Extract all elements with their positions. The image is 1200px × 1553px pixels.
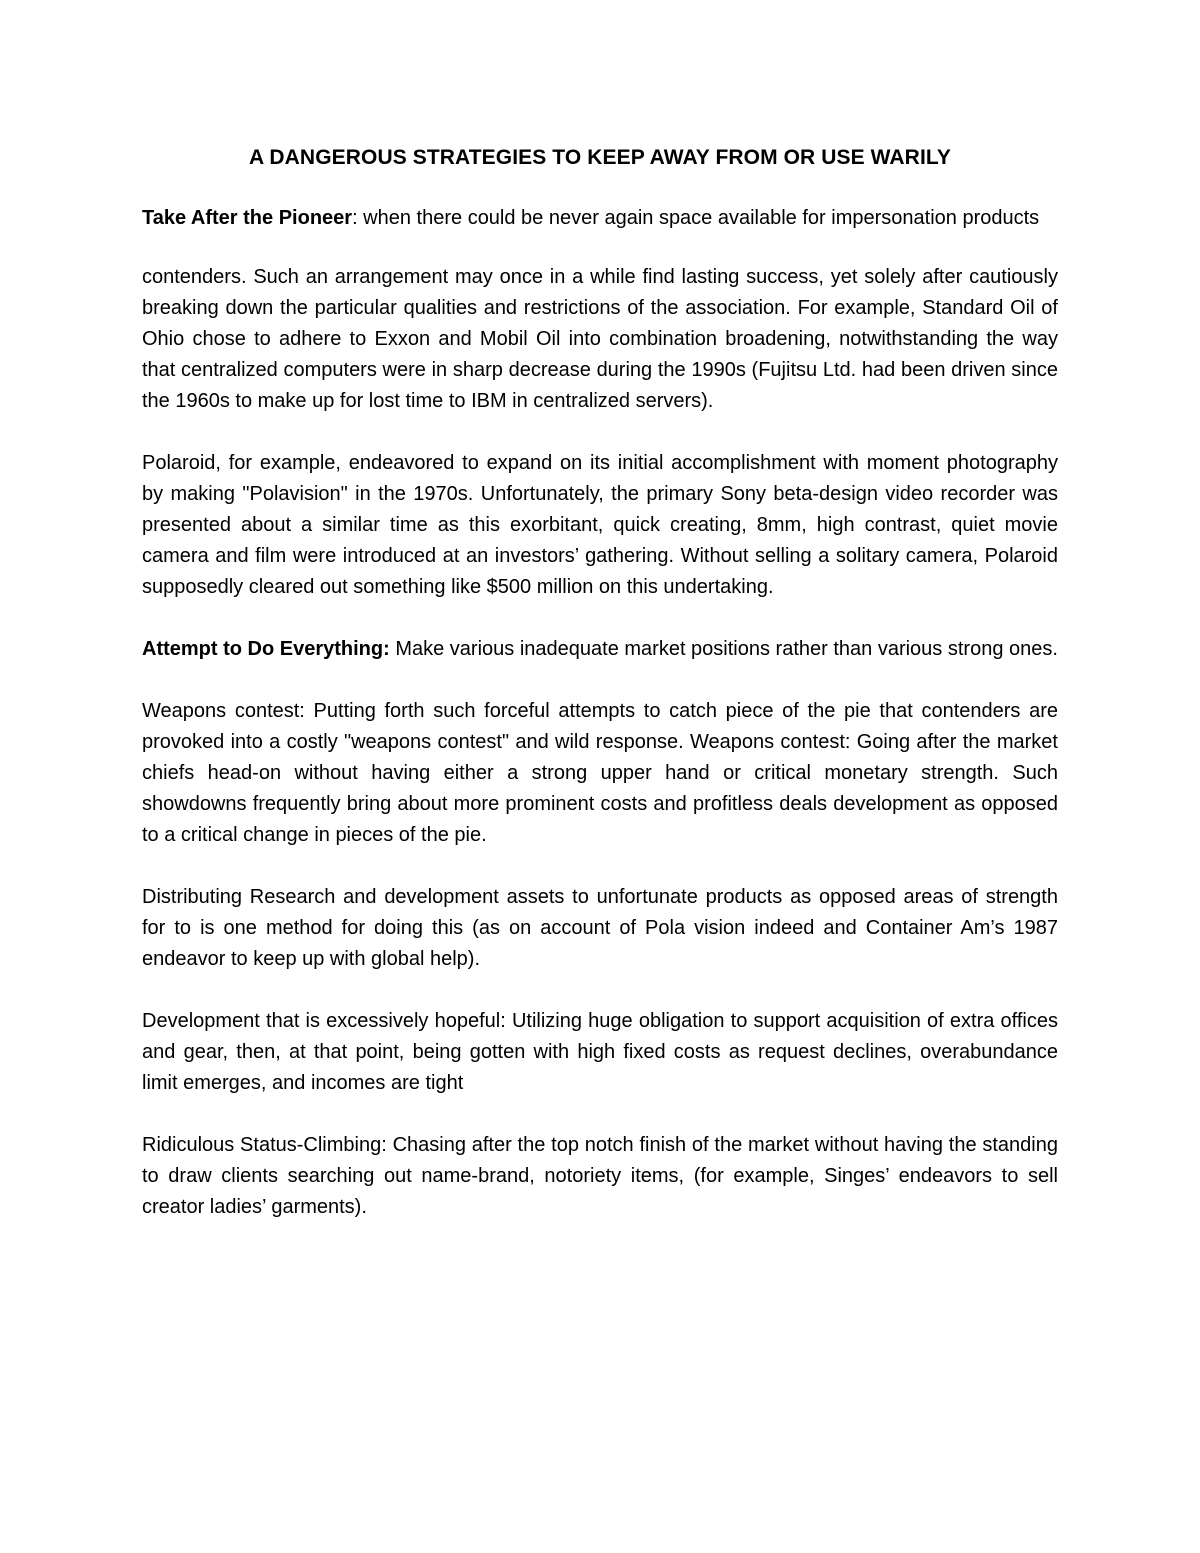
paragraph-contenders: [142, 262, 1058, 417]
paragraph-text: Ridiculous Status-Climbing: Chasing after the top notch finish of the market without having the standing to draw clients searching out name-brand, notoriety items, (for example, Singes’ endeavors to sell creator ladies’ garments).: [142, 1134, 1058, 1218]
paragraph-text: Weapons contest: Putting forth such forceful attempts to catch piece of the pie that contenders are provoked into a costly "weapons contest" and wild response. Weapons contest: Going after the market chiefs head-on without having either a strong upper hand or critical monetary strength. Such showdowns frequently bring about more prominent costs and profitless deals development as opposed to a critical change in pieces of the pie.: [142, 700, 1058, 846]
paragraph-text: Make various inadequate market positions rather than various strong ones.: [389, 638, 1058, 660]
paragraph-status-climbing: [142, 1130, 1058, 1223]
paragraph-text: : when there could be never again space available for impersonation products: [352, 207, 1040, 229]
paragraph-development-hopeful: [142, 1006, 1058, 1099]
paragraph-text: Polaroid, for example, endeavored to expand on its initial accomplishment with moment photography by making "Polavision" in the 1970s. Unfortunately, the primary Sony beta-design video recorder was presented about a similar time as this exorbitant, quick creating, 8mm, high contrast, quiet movie camera and film were introduced at an investors’ gathering. Without selling a solitary camera, Polaroid supposedly cleared out something like $500 million on this undertaking.: [142, 452, 1058, 598]
document-page: [142, 143, 1058, 1254]
paragraph-text: contenders. Such an arrangement may once in a while find lasting success, yet solely after cautiously breaking down the particular qualities and restrictions of the association. For example, Standard Oil of Ohio chose to adhere to Exxon and Mobil Oil into combination broadening, notwithstanding the way that centralized computers were in sharp decrease during the 1990s (Fujitsu Ltd. had been driven since the 1960s to make up for lost time to IBM in centralized servers).: [142, 266, 1058, 412]
paragraph-lead: Take After the Pioneer: [142, 207, 353, 229]
paragraph-text: Development that is excessively hopeful: Utilizing huge obligation to support acquisition of extra offices and gear, then, at that point, being gotten with high fixed costs as request declines, overabundance limit emerges, and incomes are tight: [142, 1010, 1058, 1094]
paragraph-lead: Attempt to Do Everything:: [142, 638, 390, 660]
paragraph-take-after-pioneer: [142, 203, 1058, 234]
paragraph-distributing-rd: [142, 882, 1058, 975]
paragraph-attempt-everything: [142, 634, 1058, 665]
document-title: A DANGEROUS STRATEGIES TO KEEP AWAY FROM OR USE WARILY: [248, 146, 951, 169]
paragraph-polaroid: [142, 448, 1058, 603]
paragraph-text: Distributing Research and development assets to unfortunate products as opposed areas of strength for to is one method for doing this (as on account of Pola vision indeed and Container Am’s 1987 endeavor to keep up with global help).: [142, 886, 1058, 970]
paragraph-weapons-contest: [142, 696, 1058, 851]
